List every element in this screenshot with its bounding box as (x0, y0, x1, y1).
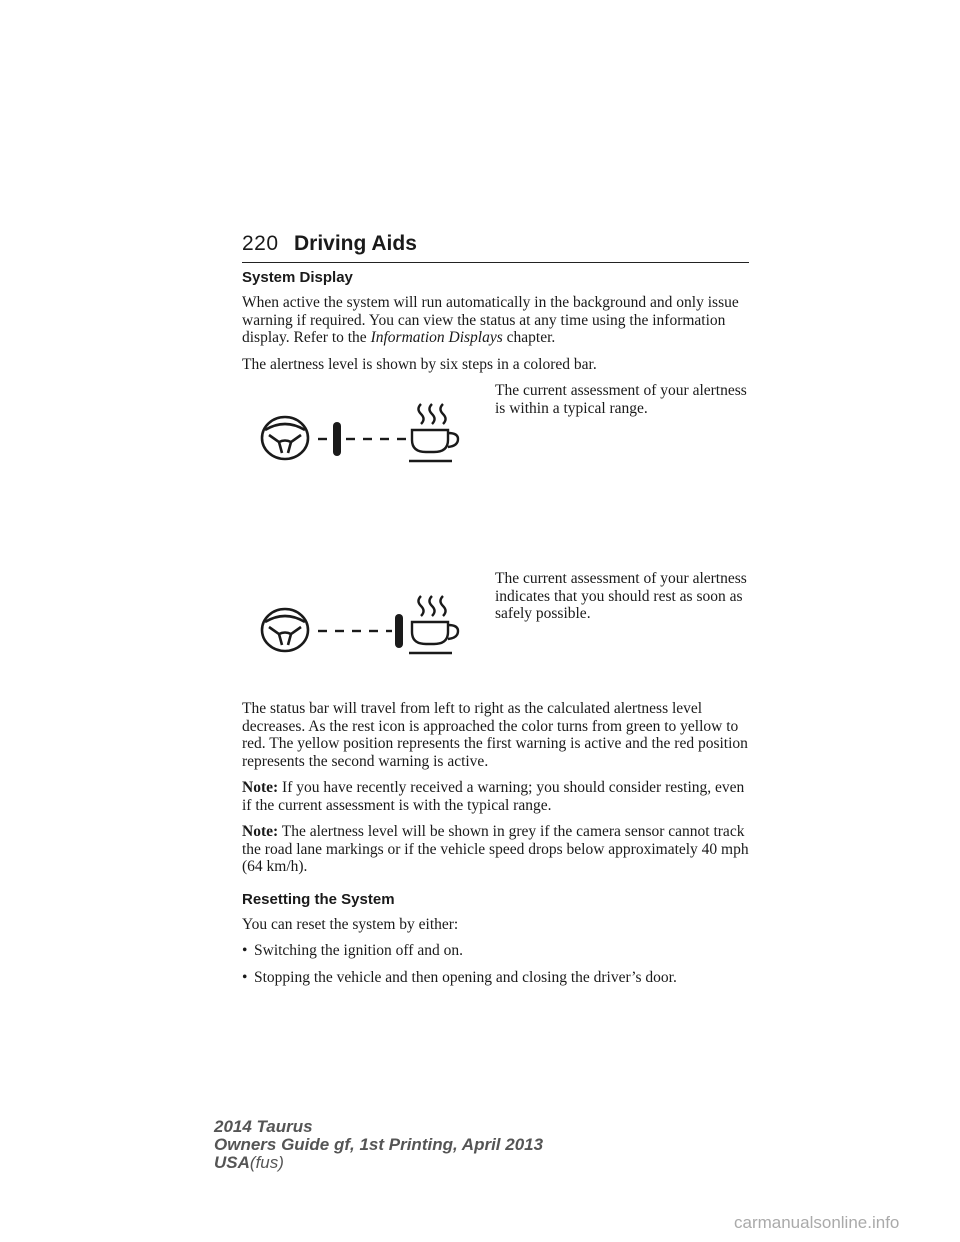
footer-model: 2014 Taurus (214, 1117, 313, 1136)
watermark: carmanualsonline.info (734, 1213, 900, 1232)
footer-market: USA(fus) (214, 1153, 284, 1172)
paragraph-reset-intro: You can reset the system by either: (242, 915, 459, 933)
reset-options-list (242, 942, 752, 986)
coffee-cup-icon (409, 404, 458, 461)
figure-typical-range (242, 382, 752, 570)
section-heading-system-display: System Display (242, 269, 353, 286)
steering-wheel-icon (262, 417, 308, 459)
paragraph-alertness-level: The alertness level is shown by six steps in a colored bar. (242, 355, 597, 373)
alertness-marker (333, 422, 341, 456)
list-item: • Switching the ignition off and on. (242, 942, 463, 959)
figure-caption-2: The current assessment of your alertness indicates that you should rest as soon as safely possible. (495, 570, 747, 622)
alertness-bar-figure-2 (260, 582, 460, 660)
alertness-bar-figure-1 (260, 390, 460, 468)
chapter-title: Driving Aids (294, 232, 417, 255)
page-content (242, 268, 752, 995)
section-heading-resetting: Resetting the System (242, 890, 395, 908)
paragraph-system-display: When active the system will run automatically in the background and only issue warning if required. You can view the status at any time using the information display. Refer to the Information Displays chapter. (242, 294, 739, 346)
figure-caption-1: The current assessment of your alertness is within a typical range. (495, 382, 747, 417)
page-number: 220 (242, 232, 279, 255)
footer-edition: Owners Guide gf, 1st Printing, April 2013 (214, 1135, 544, 1154)
paragraph-status-bar: The status bar will travel from left to right as the calculated alertness level decreases. As the rest icon is approached the color turns from green to yellow to red. The yellow position represents the first warning is active and the red position represents the second warning is active. (242, 700, 748, 770)
page-footer (214, 1118, 543, 1172)
coffee-cup-icon (409, 596, 458, 653)
steering-wheel-icon (262, 609, 308, 651)
figure-rest-needed (242, 570, 752, 700)
note-grey-level: Note: The alertness level will be shown in grey if the camera sensor cannot track the road lane markings or if the vehicle speed drops below approximately 40 mph (64 km/h). (242, 823, 749, 875)
page-header (242, 232, 749, 263)
cross-reference: Information Displays (370, 329, 503, 346)
list-item: • Stopping the vehicle and then opening and closing the driver’s door. (242, 968, 677, 986)
note-recent-warning: Note: If you have recently received a warning; you should consider resting, even if the current assessment is with the typical range. (242, 779, 745, 814)
alertness-marker (395, 614, 403, 648)
